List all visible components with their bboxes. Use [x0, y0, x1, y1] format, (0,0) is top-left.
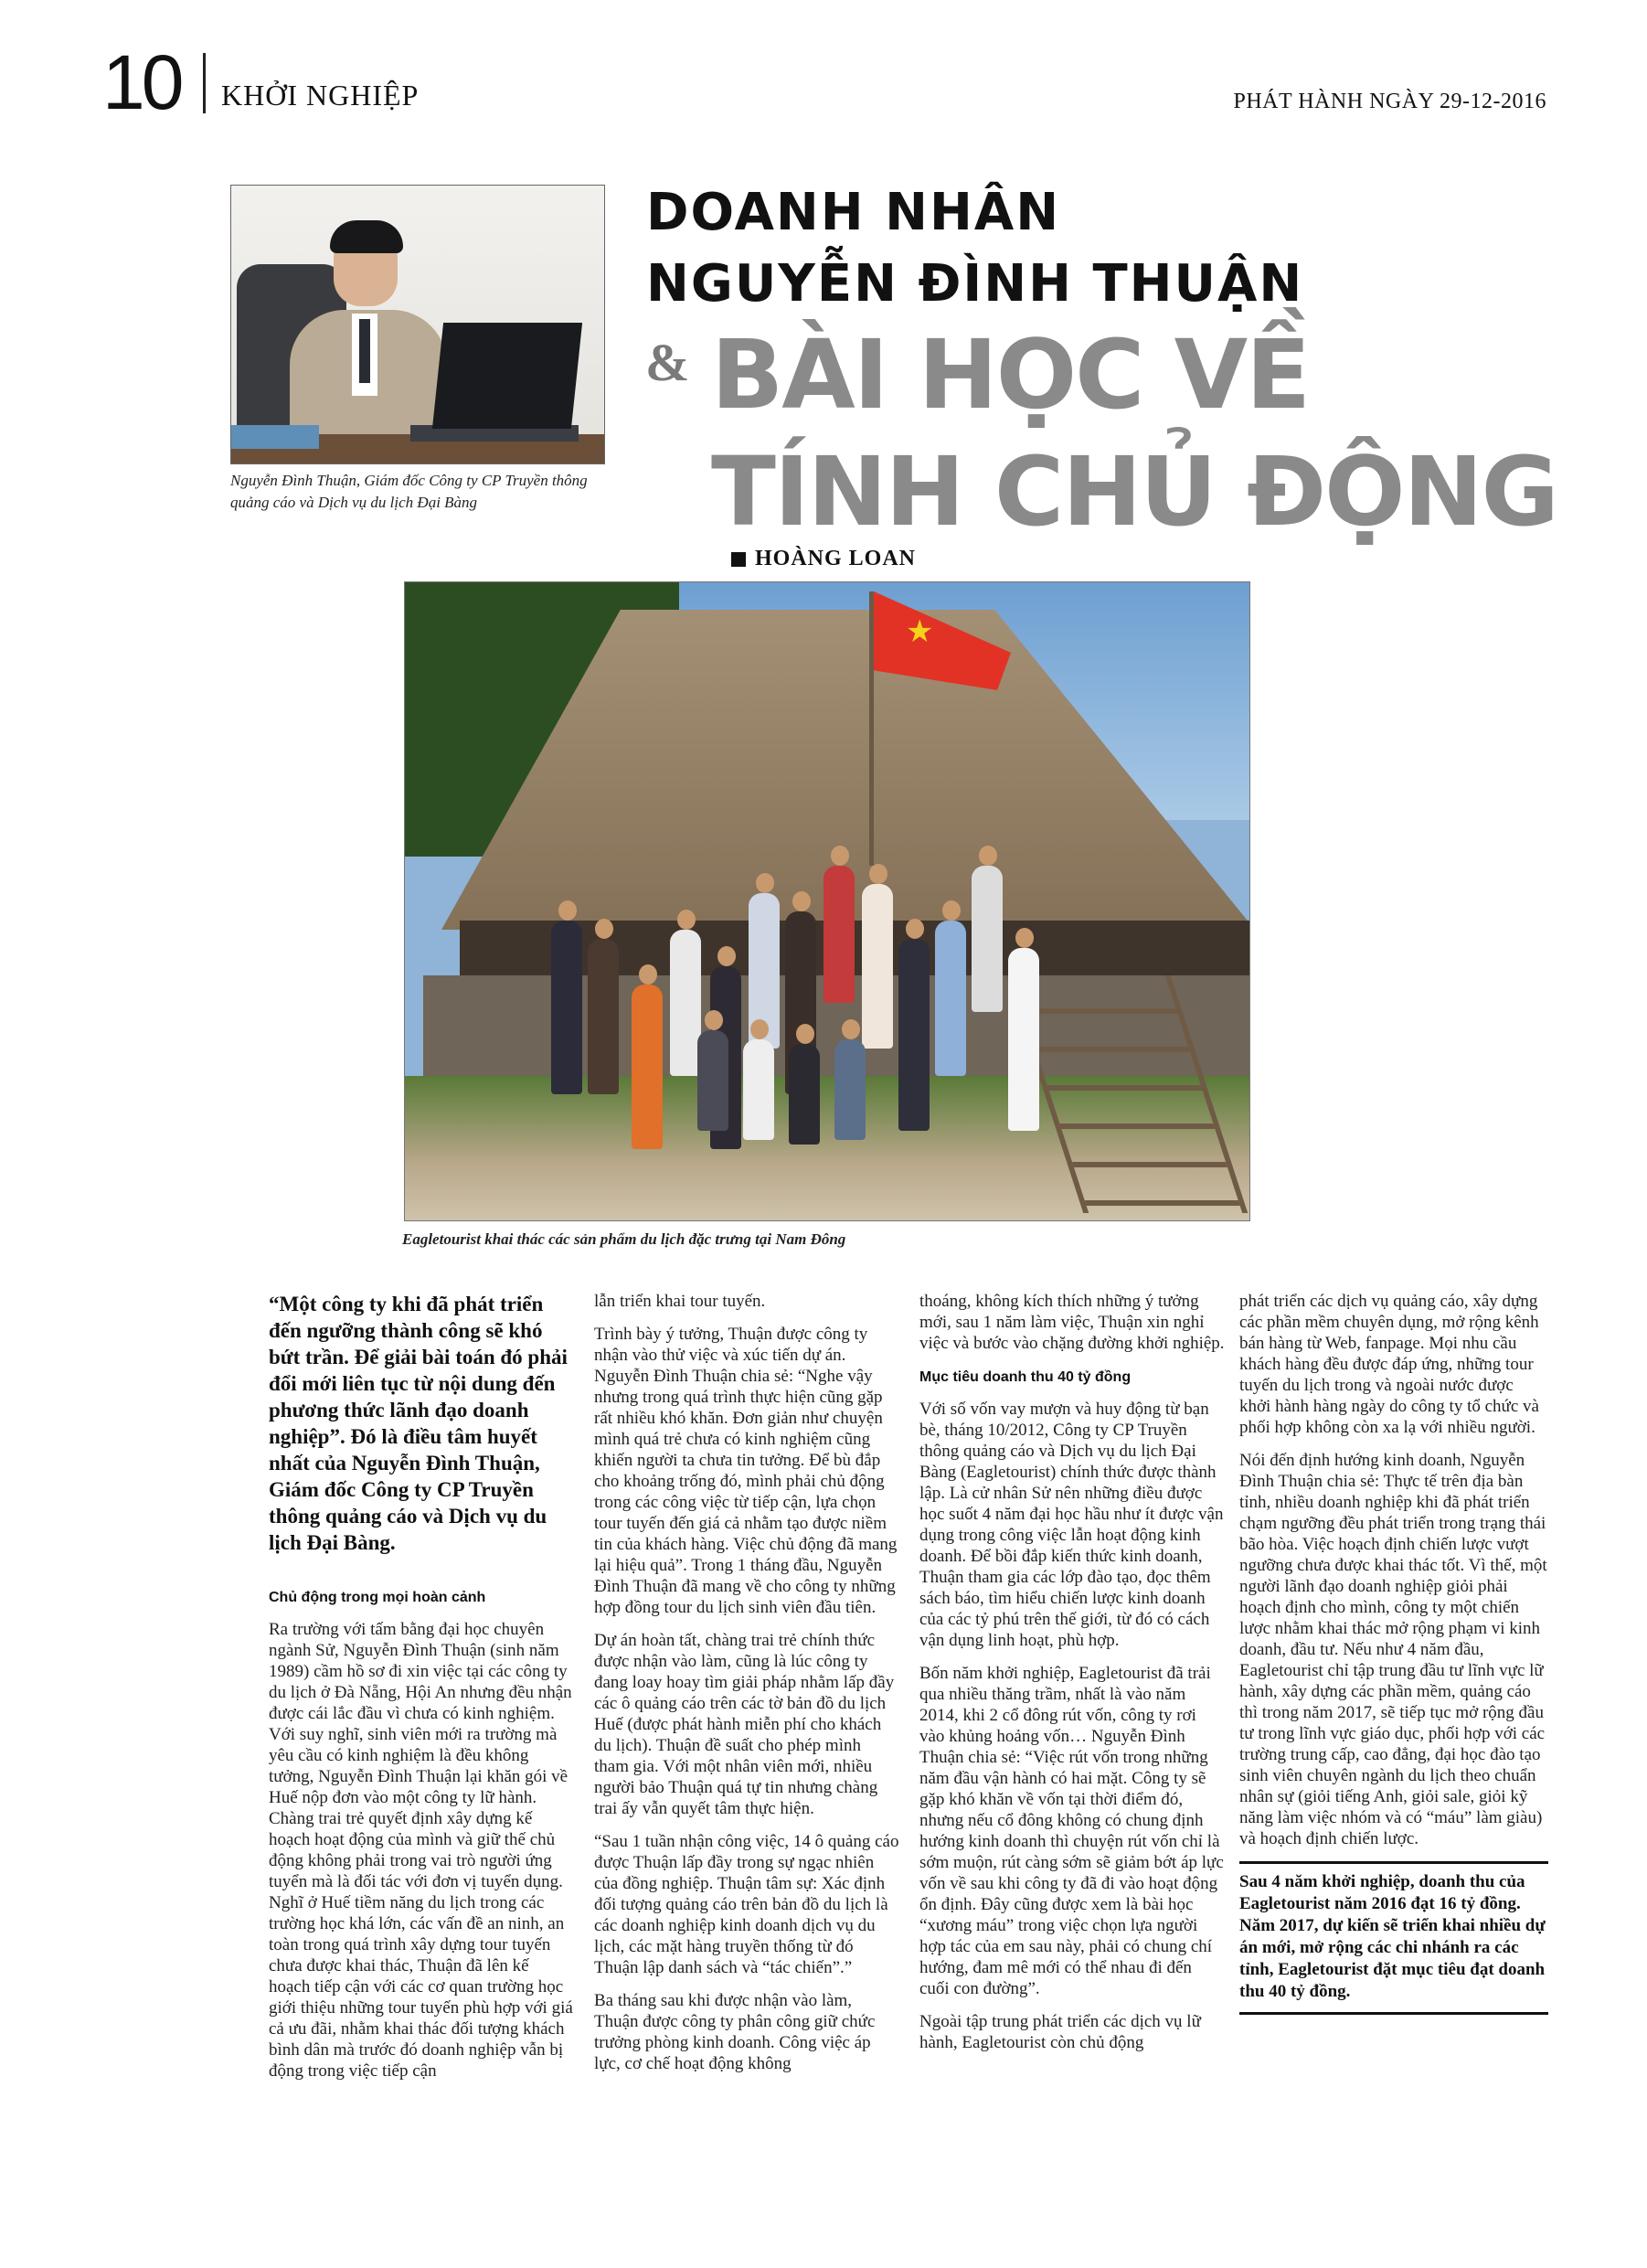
paragraph: Trình bày ý tưởng, Thuận được công ty nhận vào thử việc và xúc tiến dự án. Nguyễn Đình Thuận chia sẻ: “Nghe vậy nhưng trong quá trình thực hiện cũng gặp rất nhiều khó khăn. Đơn giản như chuyện mình quá trẻ chưa có kinh nghiệm cũng khiến người ta chưa tin tưởng. Để bù đắp cho khoảng trống đó, mình phải chủ động trong các công việc từ tiếp cận, lựa chọn tour tuyến đến giá cả nhằm tạo được niềm tin của khách hàng. Việc chủ động đã mang lại hiệu quả”. Trong 1 tháng đầu, Nguyễn Đình Thuận đã mang về cho công ty những hợp đồng tour du lịch sinh viên đầu tiên.	[594, 1325, 898, 1617]
paragraph: Ngoài tập trung phát triển các dịch vụ lữ hành, Eagletourist còn chủ động	[919, 2012, 1201, 2052]
paragraph: Với số vốn vay mượn và huy động từ bạn bè, tháng 10/2012, Công ty CP Truyền thông quảng cáo và Dịch vụ du lịch Đại Bàng (Eagletourist) chính thức được thành lập. Là cử nhân Sử nên những điều được học suốt 4 năm đại học hầu như ít được vận dụng trong công việc lẫn hoạt động kinh doanh. Để bồi đắp kiến thức kinh doanh, Thuận tham gia các lớp đào tạo, đọc thêm sách báo, tìm hiểu chiến lược kinh doanh của các tỷ phú trên thế giới, từ đó có cách vận dụng linh hoạt, phù hợp.	[919, 1400, 1224, 1650]
article-column-2	[594, 1291, 899, 2086]
header-divider	[203, 53, 206, 113]
photo-caption: Eagletourist khai thác các sản phẩm du lịch đặc trưng tại Nam Đông	[402, 1230, 846, 1248]
article-column-4	[1239, 1291, 1548, 2015]
paragraph: Bốn năm khởi nghiệp, Eagletourist đã trải qua nhiều thăng trầm, nhất là vào năm 2014, khi 2 cổ đông rút vốn, công ty rơi vào khủng hoảng vốn… Nguyễn Đình Thuận chia sẻ: “Việc rút vốn trong những năm đầu vận hành có hai mặt. Công ty sẽ gặp khó khăn về vốn tại thời điểm đó, nhưng nếu cổ đông không có chung định hướng kinh doanh thì chuyện rút vốn chỉ là sớm muộn, rút càng sớm sẽ giảm bớt áp lực vốn về sau khi công ty đã đi vào hoạt động ổn định. Đây cũng được xem là bài học “xương máu” trong việc chọn lựa người hợp tác của em sau này, phải có chung chí hướng, đam mê mới có thể nhau đi đến cuối con đường”.	[919, 1664, 1224, 1998]
paragraph: Dự án hoàn tất, chàng trai trẻ chính thức được nhận vào làm, cũng là lúc công ty đang loay hoay tìm giải pháp nhằm lấp đầy các ô quảng cáo trên các tờ bản đồ du lịch Huế (được phát hành miễn phí cho khách du lịch). Thuận đề suất cho phép mình tham gia. Với một nhân viên mới, nhiều người bảo Thuận quá tự tin nhưng chàng trai ấy vẫn quyết tâm thực hiện.	[594, 1631, 895, 1818]
flag-star-icon: ★	[906, 615, 934, 649]
title-ampersand: &	[645, 333, 690, 392]
issue-date: PHÁT HÀNH NGÀY 29-12-2016	[1233, 90, 1546, 113]
title-line-1: DOANH NHÂN	[646, 183, 1061, 242]
paragraph: “Sau 1 tuần nhận công việc, 14 ô quảng cáo được Thuận lấp đầy trong sự ngạc nhiên của đồng nghiệp. Thuận tâm sự: Xác định đối tượng quảng cáo trên bản đồ du lịch là các doanh nghiệp kinh doanh dịch vụ du lịch, các mặt hàng truyền thống từ đó Thuận lập danh sách và “tác chiến”.”	[594, 1832, 899, 1977]
subheading-1: Chủ động trong mọi hoàn cảnh	[269, 1590, 486, 1605]
group-of-people	[515, 811, 1063, 1195]
article-column-1	[269, 1291, 574, 2093]
laptop	[432, 323, 582, 429]
paragraph: Ba tháng sau khi được nhận vào làm, Thuận được công ty phân công giữ chức trưởng phòng kinh doanh. Công việc áp lực, cơ chế hoạt động không	[594, 1991, 876, 2073]
byline	[731, 547, 916, 571]
callout-box: Sau 4 năm khởi nghiệp, doanh thu của Eagletourist năm 2016 đạt 16 tỷ đồng. Năm 2017, dự kiến sẽ triển khai nhiều dự án mới, mở rộng các chi nhánh ra các tỉnh, Eagletourist đặt mục tiêu đạt doanh thu 40 tỷ đồng.	[1239, 1872, 1546, 2001]
title-big-line-2: TÍNH CHỦ ĐỘNG	[711, 436, 1557, 548]
paragraph: Nói đến định hướng kinh doanh, Nguyễn Đình Thuận chia sẻ: Thực tế trên địa bàn tỉnh, nhiều doanh nghiệp khi đã phát triển chạm ngưỡng đều phát triển trong trạng thái bão hòa. Việc hoạch định chiến lược vượt ngưỡng chưa được khai thác tốt. Vì thế, một người lãnh đạo doanh nghiệp giỏi phải hoạch định cho mình, công ty một chiến lược nhằm khai thác mở rộng phạm vi kinh doanh, đầu tư. Nếu như 4 năm đầu, Eagletourist chỉ tập trung đầu tư lĩnh vực lữ hành, xây dựng các phần mềm, quảng cáo thì trong năm 2017, sẽ tiếp tục mở rộng đầu tư trong lĩnh vực giáo dục, phối hợp với các trường trung cấp, cao đẳng, đại học đào tạo sinh viên chuyên ngành du lịch theo chuẩn nhân sự (giỏi tiếng Anh, giỏi sale, giỏi kỹ năng làm việc nhóm và có “máu” làm giàu) và hoạch định chiến lược.	[1239, 1451, 1547, 1848]
paragraph: phát triển các dịch vụ quảng cáo, xây dựng các phần mềm chuyên dụng, mở rộng kênh bán hàng từ Web, fanpage. Mọi nhu cầu khách hàng đều được đáp ứng, những tour tuyến du lịch trong và ngoài nước được khởi hành hàng ngày do công ty tổ chức và phối hợp không còn xa lạ với nhiều người.	[1239, 1292, 1539, 1437]
article-lead: “Một công ty khi đã phát triển đến ngưỡng thành công sẽ khó bứt trần. Để giải bài toán đó phải đổi mới liên tục từ nội dung đến phương thức lãnh đạo doanh nghiệp”. Đó là điều tâm huyết nhất của Nguyễn Đình Thuận, Giám đốc Công ty CP Truyền thông quảng cáo và Dịch vụ du lịch Đại Bàng.	[269, 1293, 568, 1554]
author-name: HOÀNG LOAN	[755, 547, 917, 570]
section-name: KHỞI NGHIỆP	[221, 79, 420, 112]
square-bullet-icon	[731, 552, 746, 567]
callout-divider-bottom	[1239, 2012, 1548, 2015]
portrait-photo	[230, 185, 605, 464]
paragraph: lẫn triển khai tour tuyến.	[594, 1292, 766, 1311]
paragraph: thoáng, không kích thích những ý tưởng mới, sau 1 năm làm việc, Thuận xin nghỉ việc và bước vào chặng đường khởi nghiệp.	[919, 1292, 1225, 1353]
title-line-2: NGUYỄN ĐÌNH THUẬN	[646, 254, 1304, 314]
portrait-caption: Nguyễn Đình Thuận, Giám đốc Công ty CP Truyền thông quảng cáo và Dịch vụ du lịch Đại Bàng	[230, 472, 588, 511]
paragraph: Ra trường với tấm bằng đại học chuyên ngành Sử, Nguyễn Đình Thuận (sinh năm 1989) cầm hồ sơ đi xin việc tại các công ty du lịch ở Đà Nẵng, Hội An nhưng đều nhận được cái lắc đầu vì chưa có kinh nghiệm. Với suy nghĩ, sinh viên mới ra trường mà yêu cầu có kinh nghiệm là đều không tưởng, Nguyễn Đình Thuận lại khăn gói về Huế nộp đơn vào một công ty lữ hành. Chàng trai trẻ quyết định xây dựng kế hoạch hoạt động của mình và giữ thế chủ động không phải trong vai trò người ứng tuyển mà là đối tác với đơn vị tuyển dụng. Nghĩ ở Huế tiềm năng du lịch trong các trường học khá lớn, các vấn đề an ninh, an toàn trong quá trình xây dựng tour tuyến chưa được khai thác, Thuận đã lên kế hoạch tiếp cận với các cơ quan trường học giới thiệu những tour tuyến phù hợp với giá cả ưu đãi, nhằm khai thác đối tượng khách bình dân mà trước đó doanh nghiệp vẫn bị động trong việc tiếp cận	[269, 1620, 573, 2081]
title-big-line-1: BÀI HỌC VỀ	[711, 319, 1310, 431]
group-photo	[404, 581, 1250, 1221]
page-number: 10	[102, 39, 181, 125]
subheading-2: Mục tiêu doanh thu 40 tỷ đồng	[919, 1369, 1132, 1385]
article-column-3	[919, 1291, 1225, 2065]
